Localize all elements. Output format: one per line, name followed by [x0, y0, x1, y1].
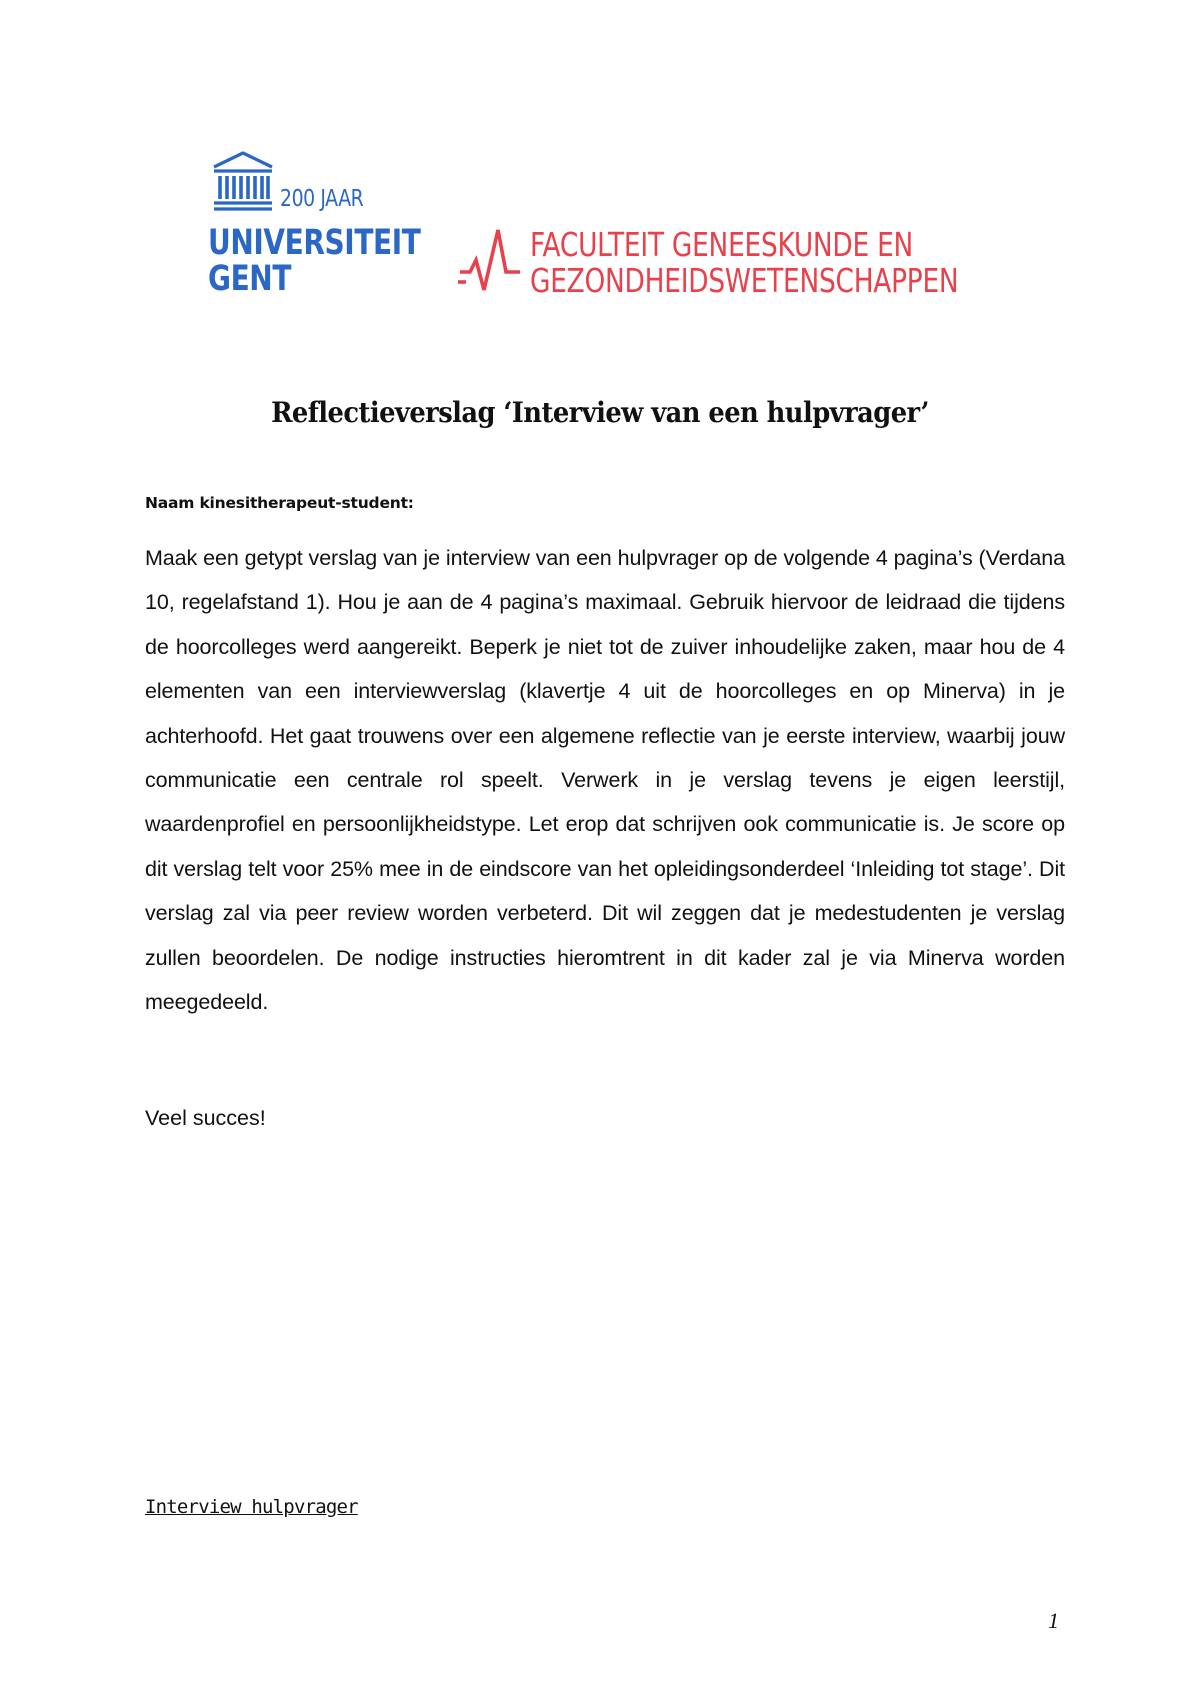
faculty-name-line2: GEZONDHEIDSWETENSCHAPPEN [530, 261, 959, 300]
faculty-name-line1: FACULTEIT GENEESKUNDE EN [530, 225, 914, 264]
closing-line: Veel succes! [145, 1106, 266, 1130]
section-heading-interview: Interview hulpvrager [145, 1496, 358, 1518]
faculty-logo [458, 222, 978, 302]
student-name-label: Naam kinesitherapeut-student: [145, 494, 414, 512]
document-title: Reflectieverslag ‘Interview van een hulpvrager’ [271, 396, 929, 429]
heartbeat-pulse-icon [458, 228, 522, 294]
page-number: 1 [1048, 1608, 1059, 1633]
university-name-line1: UNIVERSITEIT [208, 223, 421, 263]
ugent-logo [208, 150, 421, 299]
university-building-icon [210, 150, 276, 216]
university-name-line2: GENT [208, 259, 292, 299]
instructions-paragraph: Maak een getypt verslag van je interview van een hulpvrager op de volgende 4 pagina’s (Verdana 10, regelafstand 1). Hou je aan de 4 pagina’s maximaal. Gebruik hiervoor de leidraad die tijdens de hoorcolleges werd aangereikt. Beperk je niet tot de zuiver inhoudelijke zaken, maar hou de 4 elementen van een interviewverslag (klavertje 4 uit de hoorcolleges en op Minerva) in je achterhoofd. Het gaat trouwens over een algemene reflectie van je eerste interview, waarbij jouw communicatie een centrale rol speelt. Verwerk in je verslag tevens je eigen leerstijl, waardenprofiel en persoonlijkheidstype. Let erop dat schrijven ook communicatie is. Je score op dit verslag telt voor 25% mee in de eindscore van het opleidingsonderdeel ‘Inleiding tot stage’. Dit verslag zal via peer review worden verbeterd. Dit wil zeggen dat je medestudenten je verslag zullen beoordelen. De nodige instructies hieromtrent in dit kader zal je via Minerva worden meegedeeld. [145, 546, 1065, 1015]
anniversary-label: 200 JAAR [280, 186, 364, 212]
